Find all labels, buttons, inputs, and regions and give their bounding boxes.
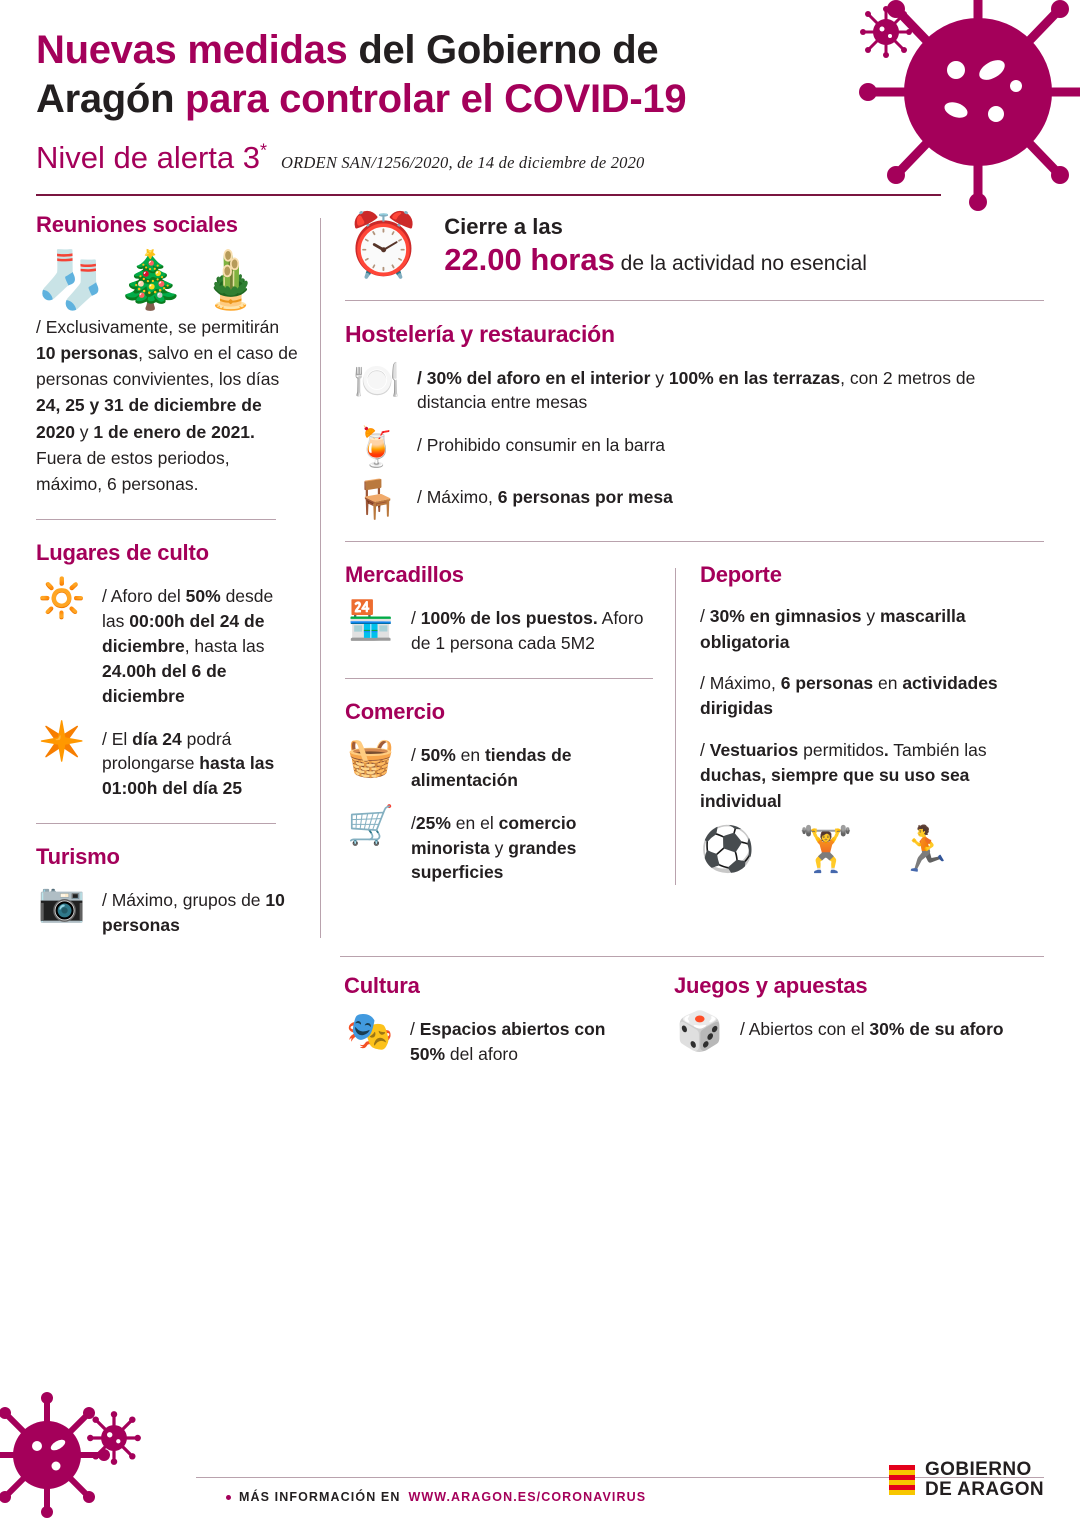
- food-basket-icon: 🧺: [347, 736, 395, 779]
- hosteleria-item-1-text: / 30% del aforo en el interior y 100% en las terrazas, con 2 metros de distancia entre mesas: [417, 367, 976, 413]
- gob-line-2: DE ARAGON: [924, 1479, 1044, 1501]
- comercio-item-2: [345, 804, 653, 886]
- hosteleria-item-3: [351, 479, 1044, 522]
- closing-hours: 22.00 horas: [444, 241, 615, 277]
- turismo-item: [36, 884, 300, 938]
- reuniones-text: / Exclusivamente, se permitirán 10 personas, salvo en el caso de personas convivientes, los días 24, 25 y 31 de diciembre de 2020 y 1 de enero de 2021. Fuera de estos periodos, máximo, 6 personas.: [36, 316, 298, 495]
- title-part-2: del Gobierno de: [347, 28, 659, 72]
- page-title: [36, 26, 856, 124]
- orden-reference: ORDEN SAN/1256/2020, de 14 de diciembre de 2020: [281, 152, 645, 172]
- divider-mercadillos: [345, 678, 653, 679]
- reuniones-illustrations: [36, 247, 300, 311]
- deporte-bullet-3: / Vestuarios permitidos. También las duchas, siempre que su uso sea individual: [700, 739, 987, 811]
- gob-line-1: GOBIERNO: [924, 1459, 1032, 1481]
- shopping-cart-icon: 🛒: [347, 804, 395, 847]
- comercio-item-1: [345, 736, 653, 793]
- cultura-text: / Espacios abiertos con 50% del aforo: [410, 1018, 606, 1064]
- theatre-masks-icon: 🎭: [346, 1010, 394, 1053]
- market-stall-icon: 🏪: [347, 600, 395, 643]
- cultura-item: [344, 1010, 628, 1067]
- left-column: [36, 212, 320, 938]
- section-title-cultura: Cultura: [344, 972, 420, 998]
- juegos-item: [674, 1010, 1044, 1053]
- section-title-juegos: Juegos y apuestas: [674, 972, 868, 998]
- weightlifter-icon: 🏋️: [798, 824, 854, 874]
- section-title-hosteleria: Hostelería y restauración: [345, 320, 615, 347]
- dice-chips-icon: 🎲: [676, 1010, 724, 1053]
- juegos-text: / Abiertos con el 30% de su aforo: [740, 1018, 1004, 1039]
- header-divider: [36, 194, 941, 196]
- mercadillos-comercio-column: [345, 562, 675, 885]
- deporte-bullet-2: / Máximo, 6 personas en actividades dirigidas: [700, 673, 998, 719]
- christmas-bauble-icon: 🎍: [195, 247, 266, 311]
- table-chairs-icon: 🪑: [353, 479, 401, 522]
- aragon-flag-icon: [889, 1465, 915, 1495]
- section-title-comercio: Comercio: [345, 698, 445, 724]
- header: [36, 0, 1044, 196]
- section-title-turismo: Turismo: [36, 844, 120, 870]
- hosteleria-item-2: [351, 427, 1044, 470]
- divider-left-1: [36, 519, 276, 520]
- sun-rays-icon: 🔆: [38, 578, 86, 621]
- hosteleria-items: [345, 359, 1044, 522]
- hosteleria-item-1: [351, 359, 1044, 416]
- title-part-4: para controlar el COVID-19: [185, 76, 687, 121]
- footer-info-label: MÁS INFORMACIÓN EN: [239, 1490, 401, 1504]
- right-column: [321, 212, 1044, 938]
- lower-grid: [345, 562, 1044, 885]
- section-title-mercadillos: Mercadillos: [345, 562, 464, 588]
- bullet-dot-icon: [226, 1495, 231, 1500]
- comercio-item-2-text: /25% en el comercio minorista y grandes superficies: [411, 812, 577, 883]
- title-part-1: Nuevas medidas: [36, 28, 348, 72]
- culto-item-1-text: / Aforo del 50% desde las 00:00h del 24 de diciembre, hasta las 24.00h del 6 de diciembre: [102, 586, 274, 706]
- section-title-deporte: Deporte: [700, 562, 782, 588]
- culto-item-1: [36, 580, 300, 708]
- alert-level-asterisk: *: [260, 140, 268, 161]
- cocktail-icon: 🍹: [353, 427, 401, 470]
- footer: [36, 1459, 1044, 1504]
- divider-right-1: [345, 300, 1044, 301]
- hosteleria-item-2-text: / Prohibido consumir en la barra: [417, 435, 666, 456]
- deporte-illustrations: [700, 824, 1044, 874]
- comercio-item-1-text: / 50% en tiendas de alimentación: [411, 744, 572, 790]
- camera-icon: 📷: [38, 882, 86, 925]
- bottom-row: [36, 973, 1044, 1067]
- christmas-stocking-icon: 🧦: [36, 247, 106, 311]
- divider-bottom: [340, 956, 1044, 957]
- main-content: [36, 212, 1044, 938]
- culto-item-2: [36, 720, 300, 802]
- closing-line1: Cierre a las: [444, 213, 563, 239]
- star-icon: ✴️: [38, 720, 86, 763]
- divider-left-2: [36, 823, 276, 824]
- hosteleria-item-3-text: / Máximo, 6 personas por mesa: [417, 487, 673, 508]
- mercadillos-item: [345, 602, 653, 656]
- deporte-bullet-1: / 30% en gimnasios y mascarilla obligatoria: [700, 606, 966, 652]
- alarm-clock-icon: ⏰: [345, 210, 423, 280]
- alert-level-text: Nivel de alerta 3: [36, 139, 261, 175]
- section-title-reuniones: Reuniones sociales: [36, 211, 238, 237]
- divider-right-2: [345, 541, 1044, 542]
- closing-line2-rest: de la actividad no esencial: [614, 251, 867, 275]
- closing-time-banner: [345, 210, 1044, 280]
- deporte-column: [676, 562, 1044, 885]
- turismo-text: / Máximo, grupos de 10 personas: [102, 890, 285, 935]
- culto-item-2-text: / El día 24 podrá prolongarse hasta las 01:00h del día 25: [102, 728, 275, 799]
- cultura-column: [320, 973, 650, 1067]
- mercadillos-text: / 100% de los puestos. Aforo de 1 persona cada 5M2: [411, 608, 644, 654]
- alert-level: [36, 140, 267, 176]
- footer-url[interactable]: WWW.ARAGON.ES/CORONAVIRUS: [408, 1490, 647, 1504]
- juegos-column: [650, 973, 1044, 1067]
- title-part-3: Aragón: [36, 76, 186, 121]
- government-logo: [889, 1460, 1044, 1500]
- food-cloche-icon: 🍽️: [353, 359, 401, 402]
- virus-graphic-bottom-left-small: [86, 1410, 142, 1466]
- christmas-tree-icon: 🎄: [115, 247, 186, 311]
- section-title-culto: Lugares de culto: [36, 540, 209, 566]
- runner-icon: 🏃: [897, 824, 953, 874]
- soccer-ball-icon: ⚽: [700, 824, 755, 874]
- bottom-col-empty: [36, 973, 320, 1067]
